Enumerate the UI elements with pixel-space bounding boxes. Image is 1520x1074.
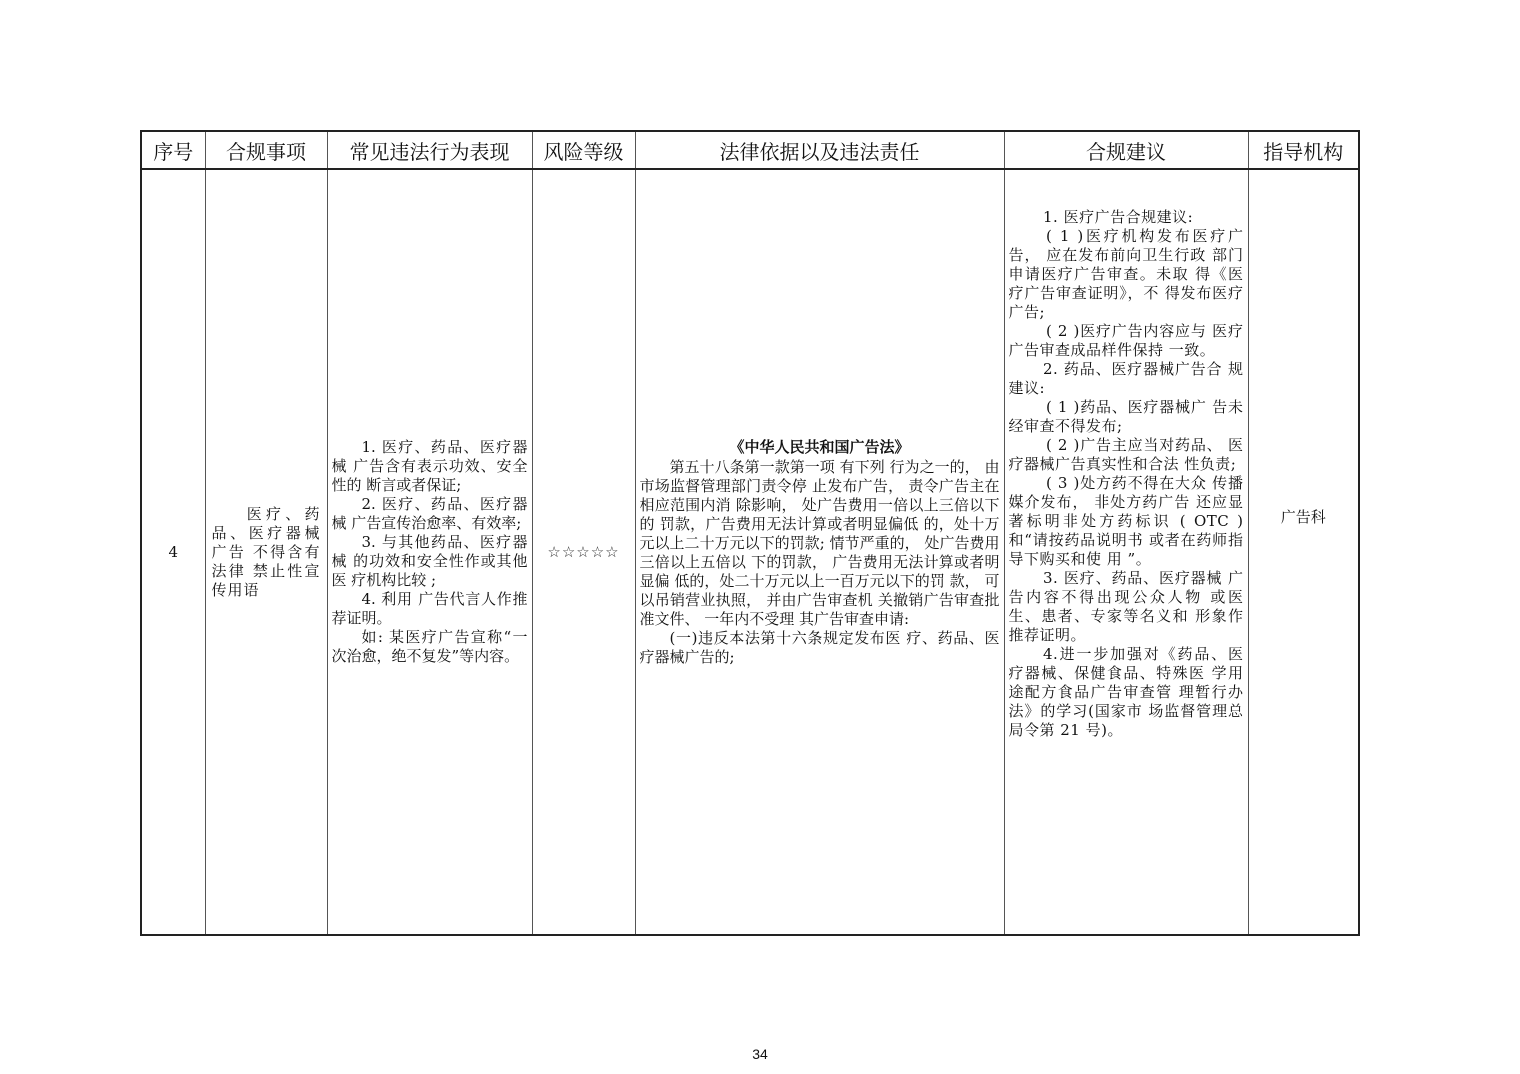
- header-violations: 常见违法行为表现: [327, 131, 532, 169]
- compliance-item-text: 医疗、药品、医疗器械广告 不得含有法律 禁止性宣传用语: [211, 504, 321, 599]
- header-risk-level: 风险等级: [532, 131, 635, 169]
- risk-level-stars: ☆☆☆☆☆: [532, 169, 635, 935]
- violation-example: 如: 某医疗广告宣称“一 次治愈，绝不复发”等内容。: [331, 628, 528, 665]
- table-header-row: [141, 131, 1359, 169]
- advice-item: 1. 医疗广告合规建议:: [1043, 208, 1194, 226]
- advice-item: 4.进一步加强对《药品、医疗器械、保健食品、特殊医 学用途配方食品广告审查管 理暂行办法》的学习(国家市 场监督管理总局令第 21 号)。: [1008, 645, 1244, 739]
- law-paragraph: 第五十八条第一款第一项 有下列 行为之一的， 由市场监督管理部门责令停 止发布广告， 责令广告主在相应范围内消 除影响， 处广告费用一倍以上三倍以下的 罚款，广告费用无法计算或者明显偏低 的，处十万元以上二十万元以下的罚款; 情节严重的， 处广告费用三倍以上五倍以 下的罚款， 广告费用无法计算或者明显偏 低的，处二十万元以上一百万元以下的罚 款， 可以吊销营业执照， 并由广告审查机 关撤销广告审查批准文件、 一年内不受理 其广告审查申请:: [639, 457, 1000, 628]
- violation-item: 4. 利用 广告代言人作推 荐证明。: [331, 590, 528, 627]
- page-number: 34: [752, 1046, 768, 1062]
- violations-cell: [327, 169, 532, 935]
- advice-subitem: ( 2 )广告主应当对药品、 医疗器械广告真实性和合法 性负责;: [1008, 436, 1244, 473]
- advice-subitem: ( 1 )药品、医疗器械广 告未经审查不得发布;: [1008, 398, 1244, 435]
- violation-item: 1. 医疗、药品、医疗器械 广告含有表示功效、安全性的 断言或者保证;: [331, 438, 528, 494]
- advice-cell: [1004, 169, 1248, 935]
- header-number: 序号: [141, 131, 205, 169]
- advice-subitem: ( 3 )处方药不得在大众 传播媒介发布， 非处方药广告 还应显著标明非处方药标识 ( OTC )和“请按药品说明书 或者在药师指导下购买和使 用 ”。: [1008, 474, 1244, 568]
- advice-item: 2. 药品、医疗器械广告合 规建议:: [1008, 360, 1244, 397]
- table-row: [141, 169, 1359, 935]
- legal-basis-cell: [635, 169, 1004, 935]
- advice-subitem: ( 1 )医疗机构发布医疗广告， 应在发布前向卫生行政 部门申请医疗广告审查。未取 得《医疗广告审查证明》，不 得发布医疗广告;: [1008, 227, 1244, 321]
- advice-item: 3. 医疗、药品、医疗器械 广告内容不得出现公众人物 或医生、患者、专家等名义和 形象作推荐证明。: [1008, 569, 1244, 644]
- advice-subitem: ( 2 )医疗广告内容应与 医疗广告审查成品样件保持 一致。: [1008, 322, 1244, 359]
- compliance-item-cell: [205, 169, 327, 935]
- header-legal-basis: 法律依据以及违法责任: [635, 131, 1004, 169]
- row-number: 4: [141, 169, 205, 935]
- header-guiding-org: 指导机构: [1248, 131, 1359, 169]
- violation-item: 3. 与其他药品、医疗器械 的功效和安全性作或其他医 疗机构比较 ;: [331, 533, 528, 589]
- compliance-table: [140, 130, 1360, 936]
- guiding-org: 广告科: [1248, 169, 1359, 935]
- header-compliance-item: 合规事项: [205, 131, 327, 169]
- header-advice: 合规建议: [1004, 131, 1248, 169]
- law-paragraph: (一)违反本法第十六条规定发布医 疗、药品、医疗器械广告的;: [639, 628, 1000, 666]
- law-title: 《中华人民共和国广告法》: [729, 437, 910, 456]
- violation-item: 2. 医疗、药品、医疗器械 广告宣传治愈率、有效率;: [331, 495, 528, 532]
